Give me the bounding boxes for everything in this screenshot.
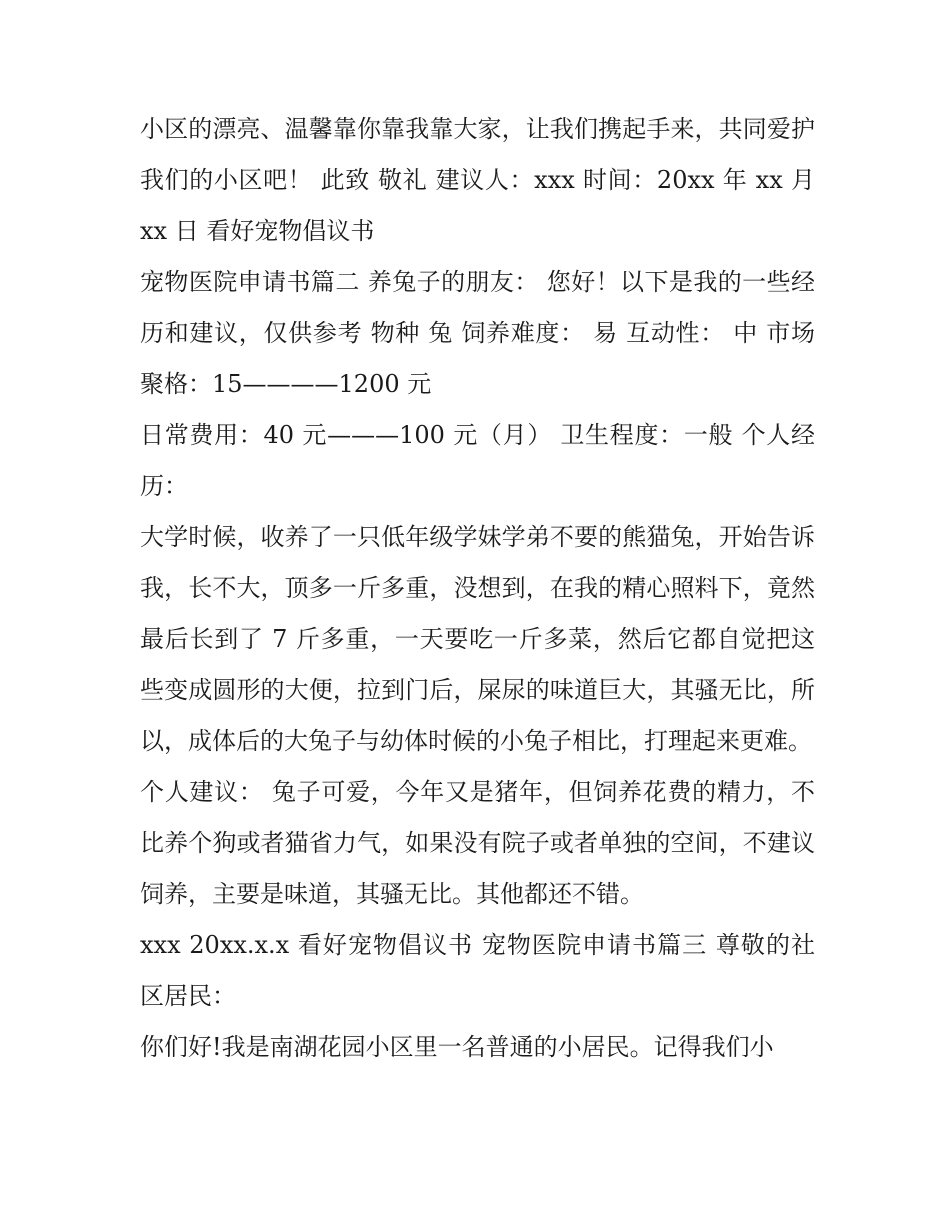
document-body	[140, 104, 815, 1073]
paragraph-experience: 大学时候，收养了一只低年级学妹学弟不要的熊猫兔，开始告诉我，长不大，顶多一斤多重，没想到，在我的精心照料下，竟然最后长到了 7 斤多重，一天要吃一斤多菜，然后它都自觉把这些变成圆形的大便，拉到门后，屎尿的味道巨大，其骚无比，所以，成体后的大兔子与幼体时候的小兔子相比，打理起来更难。	[140, 523, 815, 755]
paragraph-closing: 小区的漂亮、温馨靠你靠我靠大家，让我们携起手来，共同爱护我们的小区吧！ 此致 敬礼 建议人：xxx 时间：20xx 年 xx 月 xx 日 看好宠物倡议书	[140, 115, 815, 245]
paragraph-letter-three-heading: xxx 20xx.x.x 看好宠物倡议书 宠物医院申请书篇三 尊敬的社区居民：	[140, 931, 815, 1010]
paragraph-advice: 个人建议： 兔子可爱，今年又是猪年，但饲养花费的精力，不比养个狗或者猫省力气，如果没有院子或者单独的空间，不建议饲养，主要是味道，其骚无比。其他都还不错。	[140, 778, 815, 908]
paragraph-greeting: 你们好!我是南湖花园小区里一名普通的小居民。记得我们小	[140, 1033, 774, 1061]
paragraph-daily-cost: 日常费用：40 元———100 元（月） 卫生程度：一般 个人经历：	[140, 421, 815, 500]
paragraph-rabbit-intro: 宠物医院申请书篇二 养兔子的朋友： 您好！以下是我的一些经历和建议，仅供参考 物种 兔 饲养难度： 易 互动性： 中 市场聚格：15————1200 元	[140, 268, 815, 398]
